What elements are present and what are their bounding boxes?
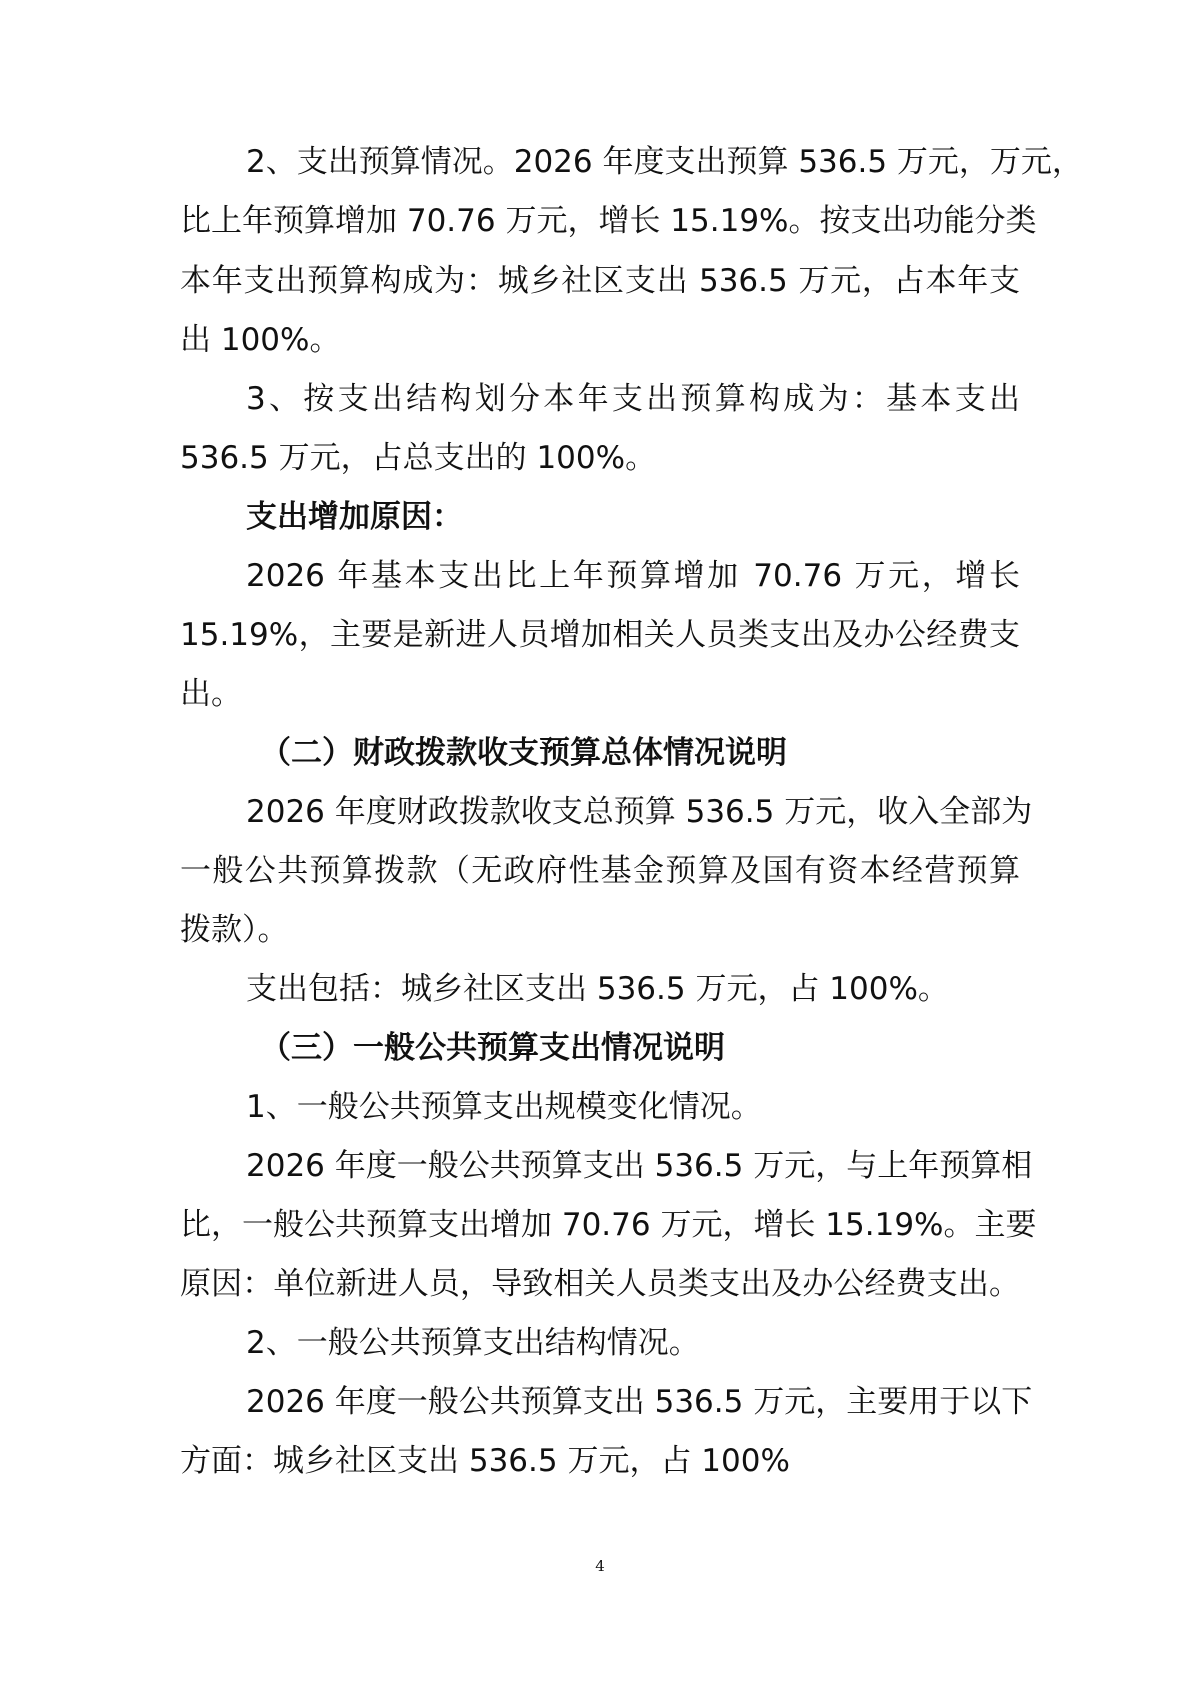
paragraph-line: 536.5 万元，占总支出的 100%。 (180, 440, 657, 476)
paragraph-line: 2026 年度财政拨款收支总预算 536.5 万元，收入全部为 (246, 794, 1033, 830)
paragraph-line: 2、一般公共预算支出结构情况。 (246, 1325, 700, 1361)
paragraph-line: 出 100%。 (180, 322, 341, 358)
paragraph-line: 原因：单位新进人员，导致相关人员类支出及办公经费支出。 (180, 1266, 1020, 1302)
section-heading: 支出增加原因： (246, 499, 463, 535)
paragraph-line: 2、支出预算情况。2026 年度支出预算 536.5 万元，万元， (246, 144, 1083, 180)
paragraph-line: 3、按支出结构划分本年支出预算构成为：基本支出 (246, 381, 1020, 417)
page-number: 4 (595, 1557, 605, 1575)
paragraph-line: 15.19%，主要是新进人员增加相关人员类支出及办公经费支 (180, 617, 1020, 653)
paragraph-line: 出。 (180, 676, 242, 712)
paragraph-line: 比上年预算增加 70.76 万元，增长 15.19%。按支出功能分类 (180, 203, 1037, 239)
paragraph-line: 2026 年基本支出比上年预算增加 70.76 万元，增长 (246, 558, 1020, 594)
paragraph-line: 2026 年度一般公共预算支出 536.5 万元，主要用于以下 (246, 1384, 1033, 1420)
paragraph-line: 方面：城乡社区支出 536.5 万元，占 100% (180, 1443, 790, 1479)
paragraph-line: 1、一般公共预算支出规模变化情况。 (246, 1089, 762, 1125)
paragraph-line: 比，一般公共预算支出增加 70.76 万元，增长 15.19%。主要 (180, 1207, 1037, 1243)
paragraph-line: 2026 年度一般公共预算支出 536.5 万元，与上年预算相 (246, 1148, 1033, 1184)
paragraph-line: 拨款）。 (180, 912, 289, 948)
section-heading: （三）一般公共预算支出情况说明 (260, 1030, 725, 1066)
section-heading: （二）财政拨款收支预算总体情况说明 (260, 735, 787, 771)
paragraph-line: 支出包括：城乡社区支出 536.5 万元，占 100%。 (246, 971, 949, 1007)
paragraph-line: 一般公共预算拨款（无政府性基金预算及国有资本经营预算 (180, 853, 1020, 889)
paragraph-line: 本年支出预算构成为：城乡社区支出 536.5 万元，占本年支 (180, 263, 1020, 299)
